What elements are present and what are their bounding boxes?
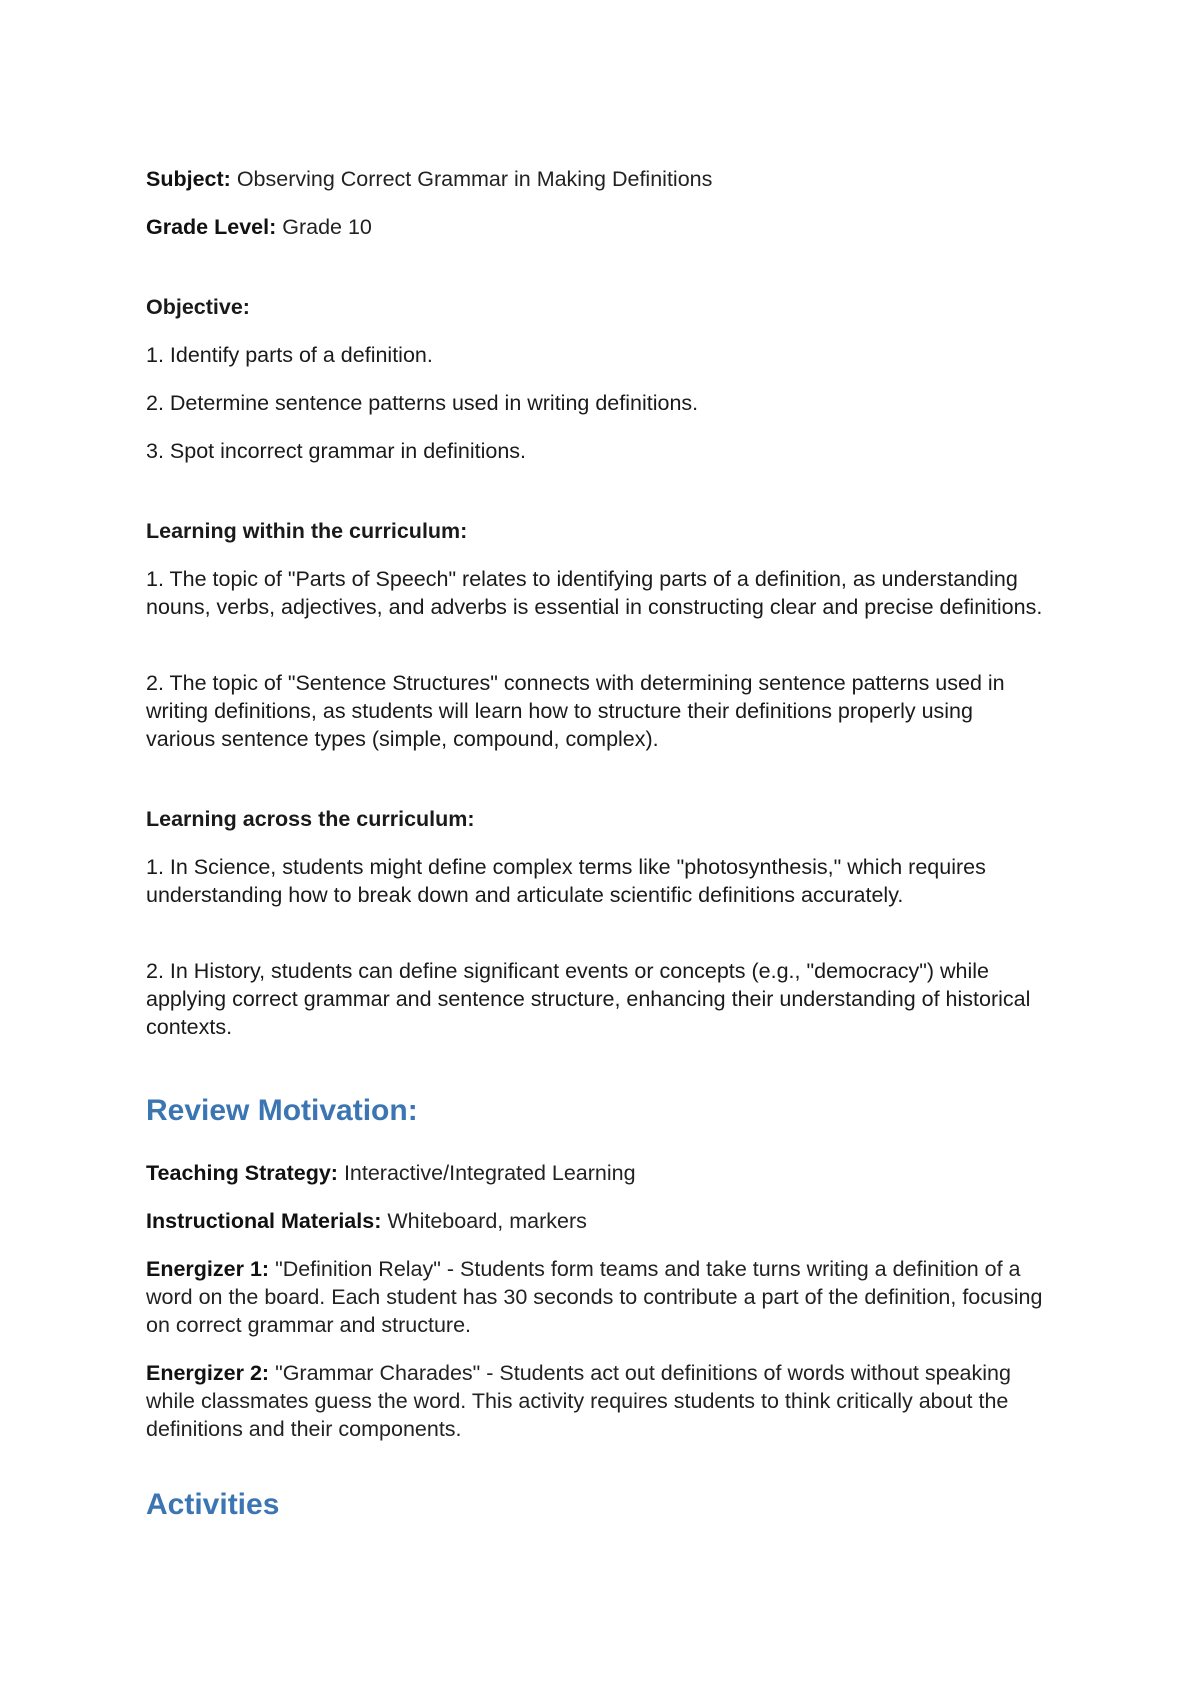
- objective-item: 1. Identify parts of a definition.: [146, 343, 433, 367]
- review-motivation-heading: Review Motivation:: [146, 1094, 418, 1127]
- across-curriculum-item: 1. In Science, students might define complex terms like "photosynthesis," which requires understanding how to break down and articulate scientific definitions accurately.: [146, 855, 986, 907]
- instructional-materials-line: [146, 1207, 1046, 1235]
- instructional-materials-label: Instructional Materials:: [146, 1209, 382, 1233]
- energizer-2-paragraph: [146, 1359, 1046, 1443]
- energizer-1-label: Energizer 1:: [146, 1257, 270, 1281]
- energizer-1-text: "Definition Relay" - Students form teams and take turns writing a definition of a word on the board. Each student has 30 seconds to contribute a part of the definition, focusing on correct grammar and structure.: [146, 1257, 1043, 1337]
- objective-item: 2. Determine sentence patterns used in writing definitions.: [146, 391, 699, 415]
- subject-value: Observing Correct Grammar in Making Definitions: [236, 167, 713, 191]
- energizer-1-paragraph: [146, 1255, 1046, 1339]
- subject-label: Subject:: [146, 167, 231, 191]
- within-curriculum-item: 1. The topic of "Parts of Speech" relates to identifying parts of a definition, as understanding nouns, verbs, adjectives, and adverbs is essential in constructing clear and precise definitions.: [146, 567, 1043, 619]
- objective-item: 3. Spot incorrect grammar in definitions.: [146, 439, 526, 463]
- instructional-materials-value: Whiteboard, markers: [387, 1209, 587, 1233]
- within-curriculum-title: Learning within the curriculum:: [146, 519, 468, 543]
- across-curriculum-item: 2. In History, students can define significant events or concepts (e.g., "democracy") while applying correct grammar and sentence structure, enhancing their understanding of historical contexts.: [146, 959, 1031, 1039]
- activities-heading: Activities: [146, 1488, 280, 1521]
- teaching-strategy-line: [146, 1159, 1046, 1187]
- subject-line: [146, 165, 1046, 193]
- teaching-strategy-value: Interactive/Integrated Learning: [343, 1161, 636, 1185]
- within-curriculum-item: 2. The topic of "Sentence Structures" connects with determining sentence patterns used in writing definitions, as students will learn how to structure their definitions properly using various sentence types (simple, compound, complex).: [146, 671, 1005, 751]
- objective-title: Objective:: [146, 295, 250, 319]
- grade-level-value: Grade 10: [282, 215, 372, 239]
- teaching-strategy-label: Teaching Strategy:: [146, 1161, 338, 1185]
- energizer-2-text: "Grammar Charades" - Students act out definitions of words without speaking while classmates guess the word. This activity requires students to think critically about the definitions and their components.: [146, 1361, 1011, 1441]
- grade-level-label: Grade Level:: [146, 215, 277, 239]
- energizer-2-label: Energizer 2:: [146, 1361, 270, 1385]
- across-curriculum-title: Learning across the curriculum:: [146, 807, 475, 831]
- grade-level-line: [146, 213, 1046, 241]
